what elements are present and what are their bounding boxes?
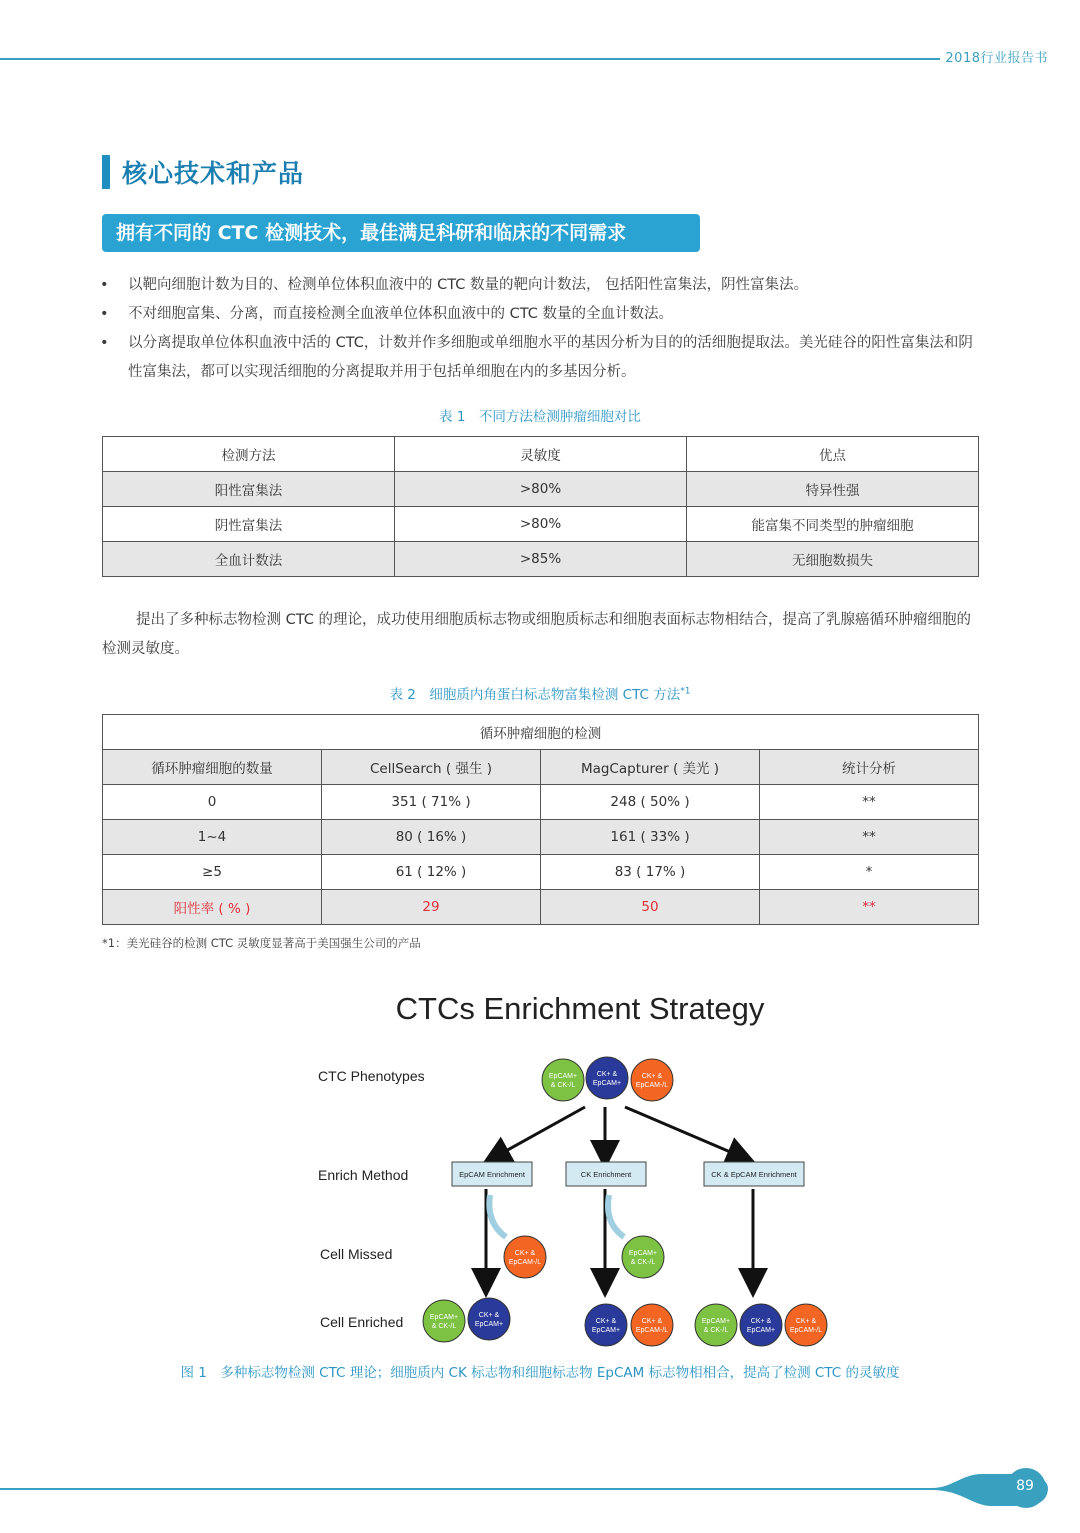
table1-caption: 表 1 不同方法检测肿瘤细胞对比: [439, 409, 641, 425]
diagram-title: CTCs Enrichment Strategy: [395, 991, 765, 1026]
table2-caption-sup: *1: [680, 686, 691, 697]
svg-text:EpCAM-/L: EpCAM-/L: [635, 1327, 669, 1334]
table-row: [103, 820, 979, 855]
ctc-enrichment-diagram: [0, 975, 1080, 1360]
table1: [102, 436, 979, 577]
svg-text:EpCAM+: EpCAM+: [746, 1327, 776, 1334]
row-label-cell-enriched: Cell Enriched: [320, 1314, 404, 1330]
svg-text:EpCAM+: EpCAM+: [592, 1080, 622, 1087]
table1-header-cell: 检测方法: [103, 437, 395, 472]
enriched-cell-orange: [785, 1304, 827, 1346]
arrow-icon: [625, 1107, 742, 1157]
bullet-item: [100, 271, 980, 300]
table-cell: **: [760, 785, 979, 820]
table-row: [103, 855, 979, 890]
footer-rule: [0, 1488, 960, 1490]
section-banner: 拥有不同的 CTC 检测技术，最佳满足科研和临床的不同需求: [102, 214, 700, 252]
svg-text:EpCAM-/L: EpCAM-/L: [635, 1082, 669, 1089]
enriched-cell-blue: [740, 1304, 782, 1346]
method-box-ck-epcam: [704, 1162, 804, 1186]
table-cell: 61 ( 12% ): [322, 855, 541, 890]
table-cell: 29: [322, 890, 541, 925]
svg-text:& CK-/L: & CK-/L: [550, 1082, 576, 1089]
arrow-icon: [495, 1107, 585, 1157]
missed-cell-green: [622, 1236, 664, 1278]
table-cell: 无细胞数损失: [687, 542, 979, 577]
table-cell: 351 ( 71% ): [322, 785, 541, 820]
bullet-text: 不对细胞富集、分离，而直接检测全血液单位体积血液中的 CTC 数量的全血计数法。: [128, 306, 673, 322]
bullet-item: [100, 300, 980, 329]
bullet-text: 以靶向细胞计数为目的、检测单位体积血液中的 CTC 数量的靶向计数法， 包括阳性富集法，阴性富集法。: [128, 277, 809, 293]
table-cell: >80%: [395, 507, 687, 542]
table-cell: 阳性率 ( % ): [103, 890, 322, 925]
table-cell: 50: [541, 890, 760, 925]
header-rule: [0, 58, 940, 60]
table2-caption-text: 表 2 细胞质内角蛋白标志物富集检测 CTC 方法: [389, 687, 681, 703]
table2-group-row: [103, 715, 979, 750]
table-cell: 1~4: [103, 820, 322, 855]
svg-text:CK & EpCAM Enrichment: CK & EpCAM Enrichment: [711, 1170, 797, 1179]
svg-text:EpCAM Enrichment: EpCAM Enrichment: [459, 1170, 525, 1179]
svg-text:CK+ &: CK+ &: [641, 1318, 663, 1325]
bullet-item: [100, 329, 980, 387]
bullet-dot: •: [100, 335, 109, 351]
enriched-cell-blue: [585, 1304, 627, 1346]
table2-header-cell: CellSearch ( 强生 ): [322, 750, 541, 785]
table-cell: **: [760, 890, 979, 925]
table2-header-row: [103, 750, 979, 785]
table2-caption: [0, 683, 1080, 703]
phenotype-cell-green: [542, 1059, 584, 1101]
table1-header-cell: 灵敏度: [395, 437, 687, 472]
table-row: [103, 507, 979, 542]
svg-text:EpCAM+: EpCAM+: [701, 1318, 731, 1325]
figure-caption: 图 1 多种标志物检测 CTC 理论；细胞质内 CK 标志物和细胞标志物 EpCAM 标志物相相合，提高了检测 CTC 的灵敏度: [180, 1365, 900, 1381]
svg-text:CK+ &: CK+ &: [514, 1250, 536, 1257]
table2-header-cell: 循环肿瘤细胞的数量: [103, 750, 322, 785]
enriched-cell-green: [423, 1300, 465, 1342]
section-accent-bar: [102, 155, 110, 189]
table-row-positive-rate: [103, 890, 979, 925]
table2-header-cell: 统计分析: [760, 750, 979, 785]
svg-text:& CK-/L: & CK-/L: [630, 1259, 656, 1266]
table-row: [103, 472, 979, 507]
svg-text:CK+ &: CK+ &: [641, 1073, 663, 1080]
table-cell: 特异性强: [687, 472, 979, 507]
svg-text:EpCAM+: EpCAM+: [591, 1327, 621, 1334]
svg-text:CK Enrichment: CK Enrichment: [580, 1170, 632, 1179]
svg-text:EpCAM+: EpCAM+: [474, 1321, 504, 1328]
table1-header-row: [103, 437, 979, 472]
table-cell: 阳性富集法: [103, 472, 395, 507]
table-cell: >85%: [395, 542, 687, 577]
row-label-phenotypes: CTC Phenotypes: [318, 1068, 425, 1084]
svg-text:& CK-/L: & CK-/L: [703, 1327, 729, 1334]
svg-text:& CK-/L: & CK-/L: [431, 1323, 457, 1330]
svg-text:EpCAM+: EpCAM+: [429, 1314, 459, 1321]
row-label-cell-missed: Cell Missed: [320, 1246, 393, 1262]
table2-header-cell: MagCapturer ( 美光 ): [541, 750, 760, 785]
body-paragraph: 提出了多种标志物检测 CTC 的理论，成功使用细胞质标志物或细胞质标志和细胞表面标志物相结合，提高了乳腺癌循环肿瘤细胞的检测灵敏度。: [102, 612, 971, 657]
svg-text:CK+ &: CK+ &: [595, 1318, 617, 1325]
table2-group-header: 循环肿瘤细胞的检测: [103, 715, 979, 750]
enriched-cell-green: [695, 1304, 737, 1346]
page-number: 89: [1016, 1478, 1034, 1494]
missed-arrow-icon: [489, 1195, 506, 1237]
svg-text:EpCAM+: EpCAM+: [548, 1073, 578, 1080]
table-cell: 全血计数法: [103, 542, 395, 577]
enriched-cell-blue: [468, 1298, 510, 1340]
section-title: 核心技术和产品: [122, 159, 305, 188]
row-label-enrich-method: Enrich Method: [318, 1167, 409, 1183]
bullet-dot: •: [100, 306, 109, 322]
table-row: [103, 785, 979, 820]
table-cell: **: [760, 820, 979, 855]
table-cell: 161 ( 33% ): [541, 820, 760, 855]
table2-footnote: *1：美光硅谷的检测 CTC 灵敏度显著高于美国强生公司的产品: [102, 936, 421, 950]
table-cell: 80 ( 16% ): [322, 820, 541, 855]
missed-cell-orange: [504, 1236, 546, 1278]
enriched-cell-orange: [631, 1304, 673, 1346]
table1-header-cell: 优点: [687, 437, 979, 472]
svg-text:EpCAM+: EpCAM+: [628, 1250, 658, 1257]
table-cell: >80%: [395, 472, 687, 507]
method-box-ck: [566, 1162, 646, 1186]
table-cell: ≥5: [103, 855, 322, 890]
svg-text:EpCAM-/L: EpCAM-/L: [508, 1259, 542, 1266]
method-box-epcam: [452, 1162, 532, 1186]
phenotype-cell-blue: [586, 1057, 628, 1099]
missed-arrow-icon: [608, 1195, 624, 1237]
table-row: [103, 542, 979, 577]
svg-text:CK+ &: CK+ &: [795, 1318, 817, 1325]
table-cell: 248 ( 50% ): [541, 785, 760, 820]
svg-text:EpCAM-/L: EpCAM-/L: [789, 1327, 823, 1334]
report-label: 2018行业报告书: [945, 51, 1048, 66]
table-cell: 83 ( 17% ): [541, 855, 760, 890]
table-cell: 能富集不同类型的肿瘤细胞: [687, 507, 979, 542]
table-cell: 阴性富集法: [103, 507, 395, 542]
bullet-text: 以分离提取单位体积血液中活的 CTC，计数并作多细胞或单细胞水平的基因分析为目的的活细胞提取法。美光硅谷的阳性富集法和阴性富集法，都可以实现活细胞的分离提取并用于包括单细胞在内的多基因分析。: [128, 335, 973, 380]
table-cell: *: [760, 855, 979, 890]
svg-text:CK+ &: CK+ &: [478, 1312, 500, 1319]
svg-text:CK+ &: CK+ &: [596, 1071, 618, 1078]
table2: [102, 714, 979, 925]
table-cell: 0: [103, 785, 322, 820]
bullet-dot: •: [100, 277, 109, 293]
phenotype-cell-orange: [631, 1059, 673, 1101]
svg-text:CK+ &: CK+ &: [750, 1318, 772, 1325]
